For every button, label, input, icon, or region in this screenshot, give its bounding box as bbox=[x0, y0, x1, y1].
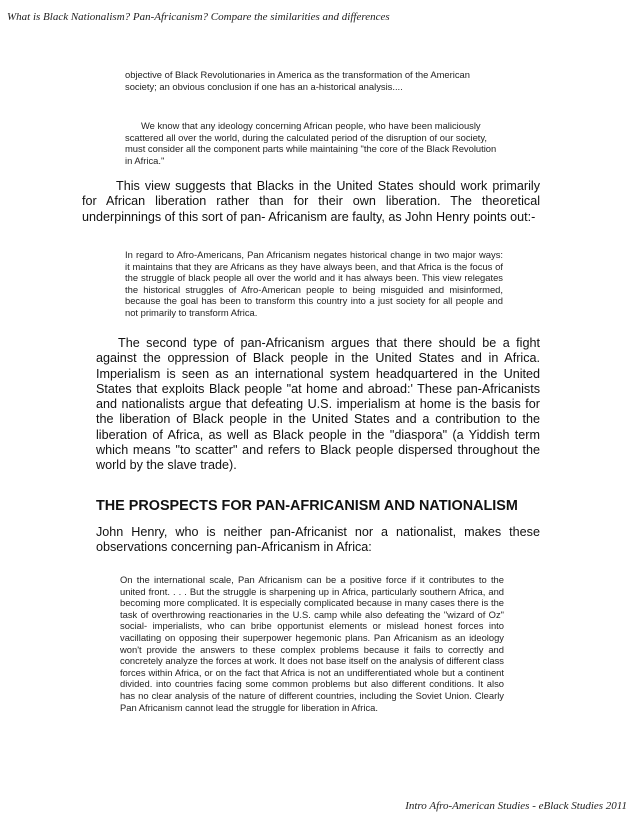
block-quote-afro-americans: In regard to Afro-Americans, Pan Africanism negates historical change in two major ways: it maintains that they are Africans as they have always been, and that Africa is the focus of the struggle of black people all over the world and it has always been. This view relegates the historical struggles of Afro-American people to being misguided and misinformed, because the goal has been to transform this country into a just society for all people and not primarily to transform Africa. bbox=[125, 249, 503, 318]
page-footer: Intro Afro-American Studies - eBlack Studies 2011 bbox=[405, 800, 627, 812]
page-header: What is Black Nationalism? Pan-Africanism? Compare the similarities and differences bbox=[7, 11, 390, 23]
paragraph-john-henry: John Henry, who is neither pan-Africanist nor a nationalist, makes these observations concerning pan-Africanism in Africa: bbox=[96, 525, 540, 555]
section-heading: THE PROSPECTS FOR PAN-AFRICANISM AND NATIONALISM bbox=[96, 498, 518, 514]
block-quote-ideology: We know that any ideology concerning African people, who have been maliciously scattered all over the world, during the calculated period of the disruption of our society, must consider all the component parts while maintaining "the core of the Black Revolution in Africa." bbox=[125, 120, 497, 166]
paragraph-view-suggests: This view suggests that Blacks in the United States should work primarily for African liberation rather than for their own liberation. The theoretical underpinnings of this sort of pan- Africanism are faulty, as John Henry points out:- bbox=[82, 179, 540, 224]
block-quote-international: On the international scale, Pan Africanism can be a positive force if it contributes to the united front. . . . But the struggle is sharpening up in Africa, particularly southern Africa, and becoming more complicated. It is especially complicated because in many cases there is the task of overthrowing reactionaries in the U.S. camp while also defeating the "wizard of Oz" social- imperialists, who can bribe opportunist elements or mislead honest forces into vacillating on opposing their superpower hegemonic plans. Pan Africanism as an ideology won't provide the answers to these complex problems because it fails to correctly and concretely analyze the forces at work. It does not base itself on the analysis of different class forces within Africa, or on the fact that Africa is not an undifferentiated whole but a continent divided. into countries facing some common problems but also different conditions. It also has no clear analysis of the nature of different countries, including the Soviet Union. Clearly Pan Africanism cannot lead the struggle for liberation in Africa. bbox=[120, 574, 504, 713]
paragraph-second-type: The second type of pan-Africanism argues that there should be a fight against the oppression of Black people in the United States and in Africa. Imperialism is seen as an international system headquartered in the United States that exploits Black people "at home and abroad:' These pan-Africanists and nationalists argue that defeating U.S. imperialism at home is the basis for the liberation of Black people in the United States and a contribution to the liberation of Africa, as well as Black people in the "diaspora" (a Yiddish term which means "to scatter" and refers to Black people dispersed throughout the world by the slave trade). bbox=[96, 336, 540, 473]
block-quote-objective: objective of Black Revolutionaries in America as the transformation of the American society; an obvious conclusion if one has an a-historical analysis.... bbox=[125, 69, 470, 92]
